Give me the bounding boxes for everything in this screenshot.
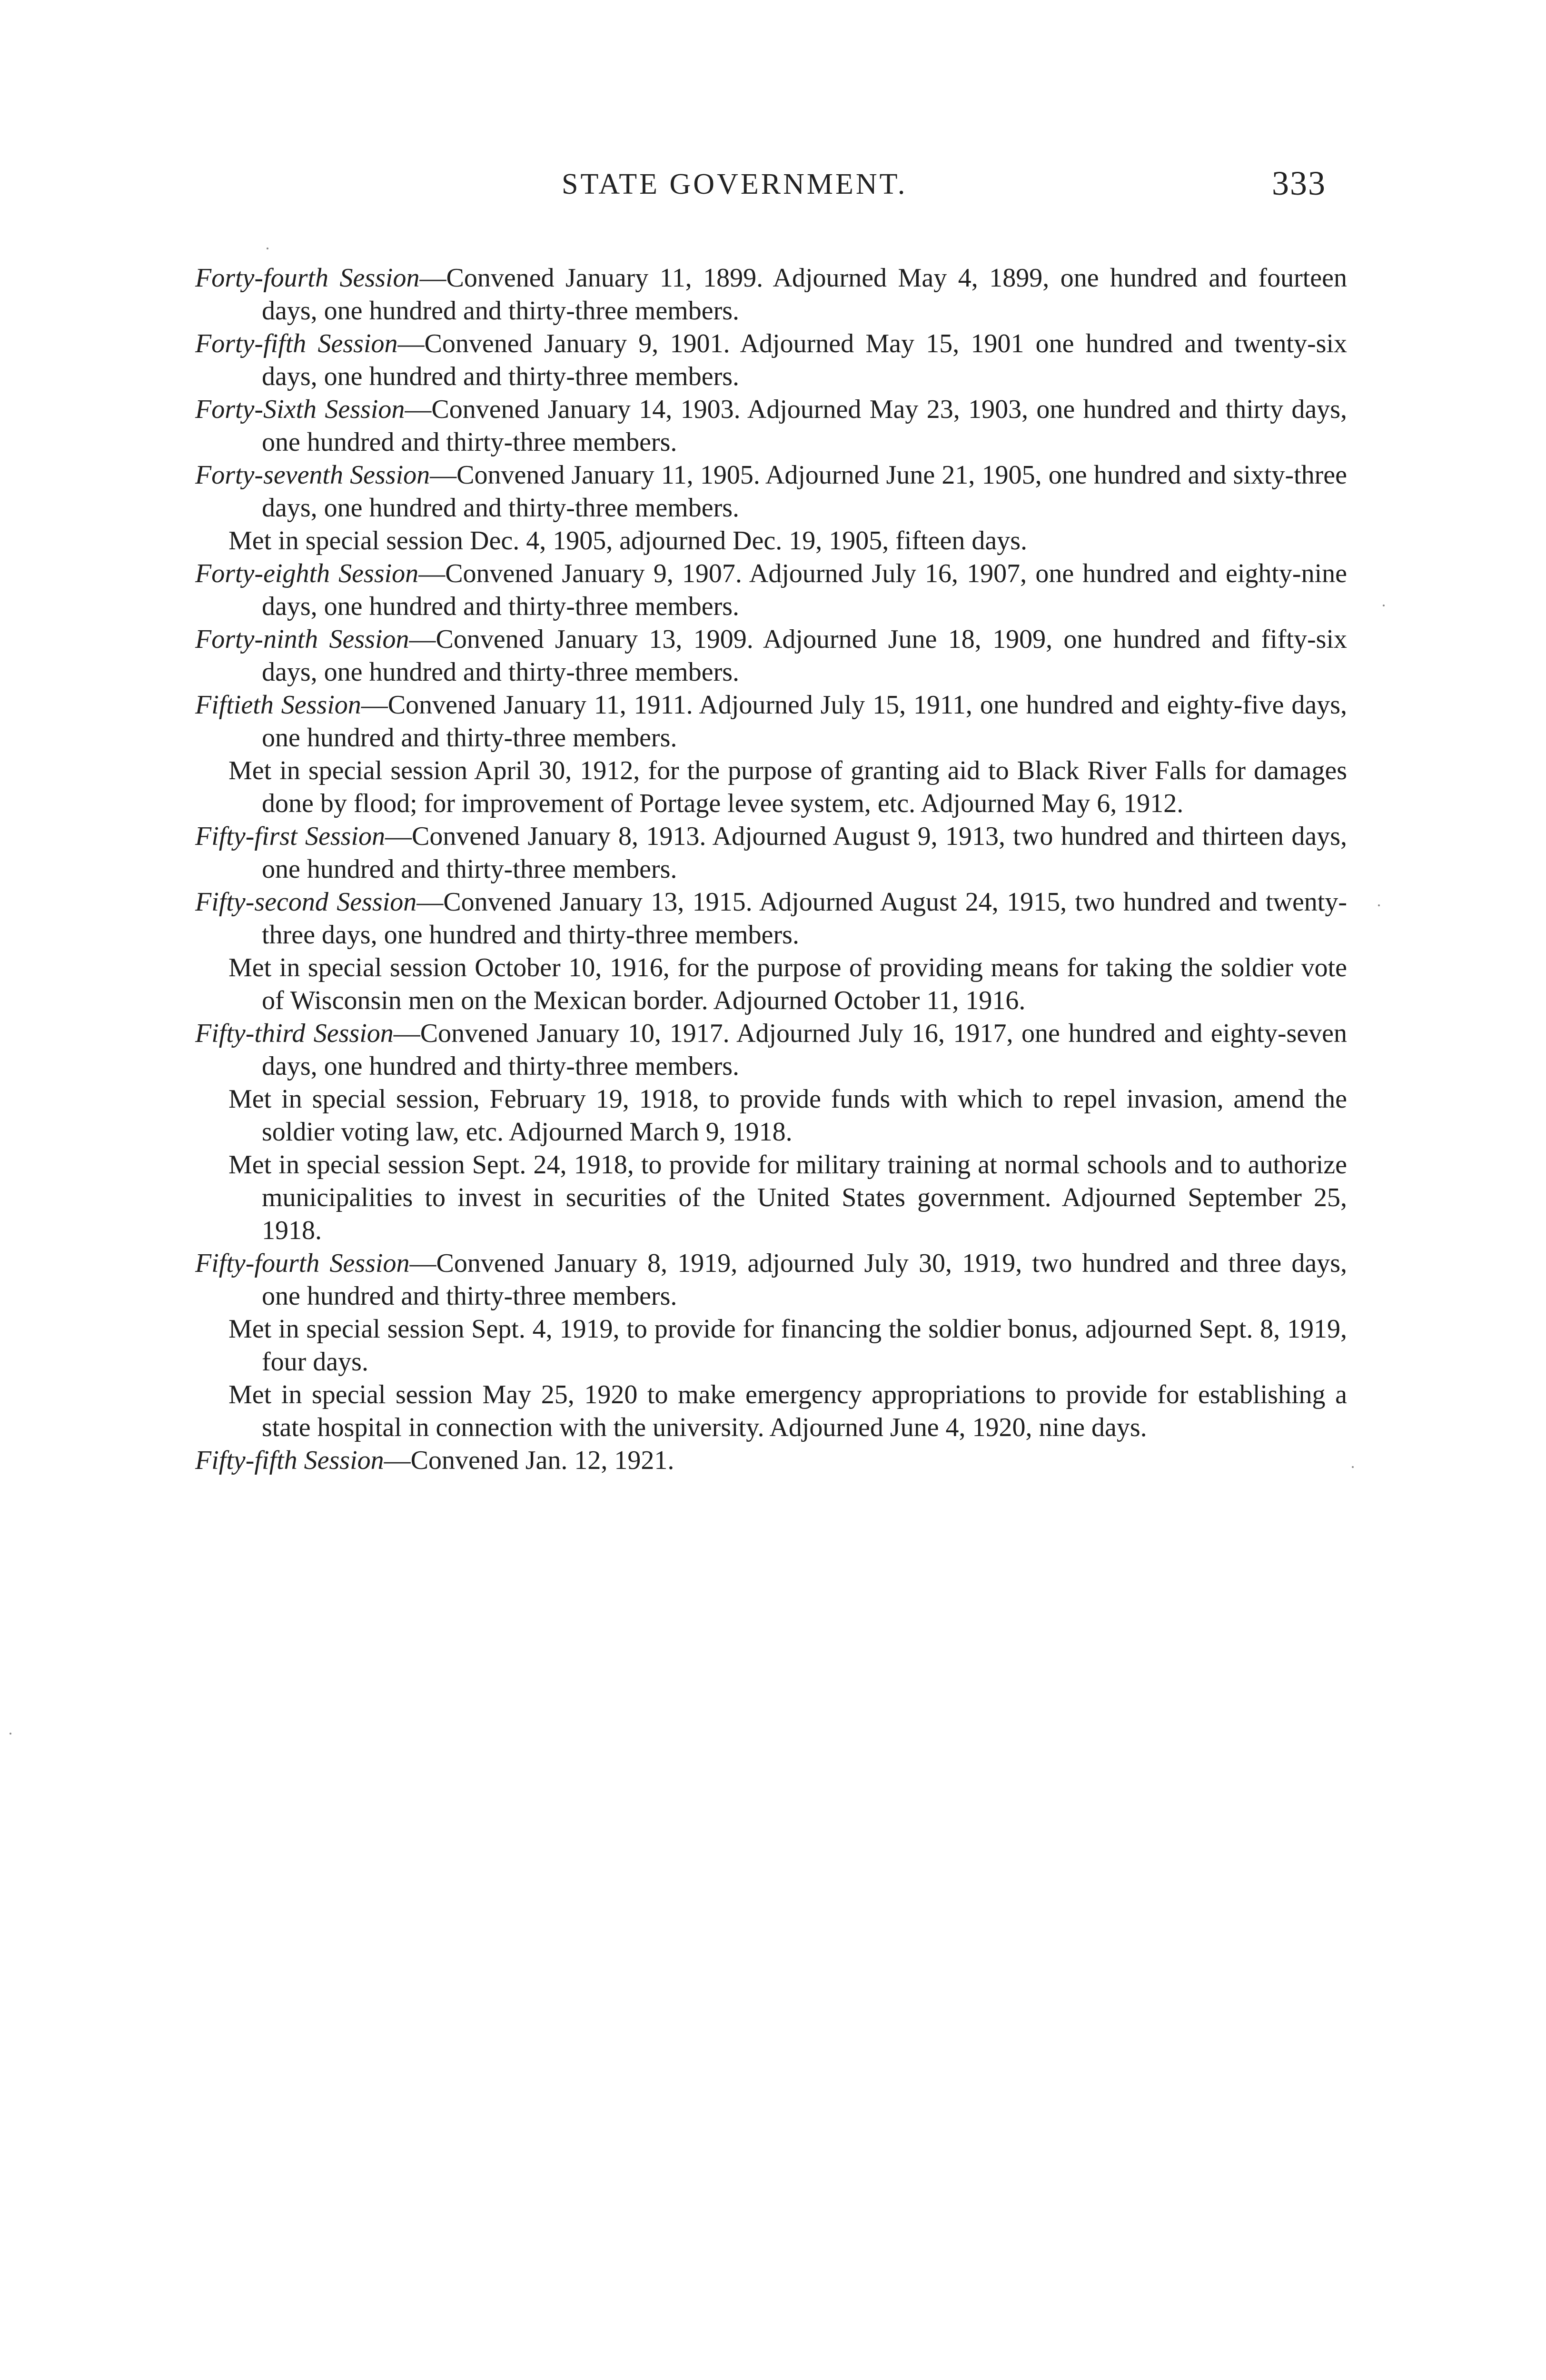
session-name: Forty-eighth Session (195, 559, 419, 588)
session-entry (195, 327, 1347, 393)
session-name: Fifty-second Session (195, 887, 417, 917)
page-number: 333 (1272, 164, 1326, 202)
session-name: Fifty-fourth Session (195, 1249, 410, 1278)
special-session-note: Met in special session, February 19, 1918, to provide funds with which to repel invasion, amend the soldier voting law, etc. Adjourned March 9, 1918. (228, 1084, 1347, 1147)
session-entry (195, 689, 1347, 754)
session-entry (195, 393, 1347, 459)
scan-speck (1378, 904, 1380, 906)
session-name: Fifty-fifth Session (195, 1446, 384, 1475)
scan-speck (1383, 605, 1385, 606)
session-name: Fifty-first Session (195, 822, 386, 851)
session-entry (195, 262, 1347, 327)
session-name: Forty-fifth Session (195, 329, 398, 358)
session-details: —Convened January 9, 1907. Adjourned July 16, 1907, one hundred and eighty-nine days, one hundred and thirty-three members. (262, 559, 1347, 621)
session-entry (195, 557, 1347, 623)
scan-speck (10, 1733, 11, 1735)
session-name: Fiftieth Session (195, 690, 361, 720)
session-entry (195, 820, 1347, 886)
session-entry (195, 886, 1347, 952)
special-session-note: Met in special session Sept. 4, 1919, to provide for financing the soldier bonus, adjourned Sept. 8, 1919, four days. (228, 1314, 1347, 1377)
session-details: —Convened January 10, 1917. Adjourned July 16, 1917, one hundred and eighty-seven days, one hundred and thirty-three members. (262, 1019, 1348, 1081)
session-details: —Convened January 11, 1899. Adjourned May 4, 1899, one hundred and fourteen days, one hundred and thirty-three members. (262, 263, 1347, 326)
session-details: —Convened January 8, 1919, adjourned July 30, 1919, two hundred and three days, one hundred and thirty-three members. (262, 1249, 1348, 1311)
session-details: —Convened Jan. 12, 1921. (384, 1446, 674, 1475)
session-name: Fifty-third Session (195, 1019, 394, 1048)
special-session-note: Met in special session Sept. 24, 1918, to provide for military training at normal schools and to authorize municipalities to invest in securities of the United States government. Adjourned September 25, 1918. (228, 1150, 1347, 1245)
special-session-note: Met in special session Dec. 4, 1905, adjourned Dec. 19, 1905, fifteen days. (228, 526, 1028, 555)
session-details: —Convened January 8, 1913. Adjourned August 9, 1913, two hundred and thirteen days, one hundred and thirty-three members. (262, 822, 1347, 884)
running-head: STATE GOVERNMENT. (562, 168, 908, 200)
session-details: —Convened January 13, 1909. Adjourned June 18, 1909, one hundred and fifty-six days, one hundred and thirty-three members. (262, 625, 1348, 687)
session-details: —Convened January 11, 1911. Adjourned July 15, 1911, one hundred and eighty-five days, one hundred and thirty-three members. (262, 690, 1348, 753)
session-entry (195, 1444, 1347, 1477)
scan-speck (1352, 1466, 1354, 1468)
session-details: —Convened January 9, 1901. Adjourned May 15, 1901 one hundred and twenty-six days, one hundred and thirty-three members. (262, 329, 1348, 391)
session-details: —Convened January 13, 1915. Adjourned August 24, 1915, two hundred and twenty-three days, one hundred and thirty-three members. (262, 887, 1348, 950)
session-list (195, 262, 1347, 1477)
session-details: —Convened January 14, 1903. Adjourned May 23, 1903, one hundred and thirty days, one hundred and thirty-three members. (262, 395, 1347, 457)
session-details: —Convened January 11, 1905. Adjourned June 21, 1905, one hundred and sixty-three days, one hundred and thirty-three members. (262, 460, 1348, 523)
session-name: Forty-Sixth Session (195, 395, 405, 424)
session-name: Forty-fourth Session (195, 263, 420, 293)
special-session-note: Met in special session October 10, 1916, for the purpose of providing means for taking the soldier vote of Wisconsin men on the Mexican border. Adjourned October 11, 1916. (228, 953, 1347, 1015)
session-entry (195, 1247, 1347, 1313)
session-name: Forty-ninth Session (195, 625, 409, 654)
session-entry (195, 1017, 1347, 1083)
session-entry (195, 623, 1347, 689)
scan-speck (267, 248, 268, 249)
session-entry (195, 459, 1347, 525)
special-session-note: Met in special session April 30, 1912, for the purpose of granting aid to Black River Falls for damages done by flood; for improvement of Portage levee system, etc. Adjourned May 6, 1912. (228, 756, 1347, 818)
special-session-note: Met in special session May 25, 1920 to make emergency appropriations to provide for establishing a state hospital in connection with the university. Adjourned June 4, 1920, nine days. (228, 1380, 1347, 1442)
session-name: Forty-seventh Session (195, 460, 430, 490)
